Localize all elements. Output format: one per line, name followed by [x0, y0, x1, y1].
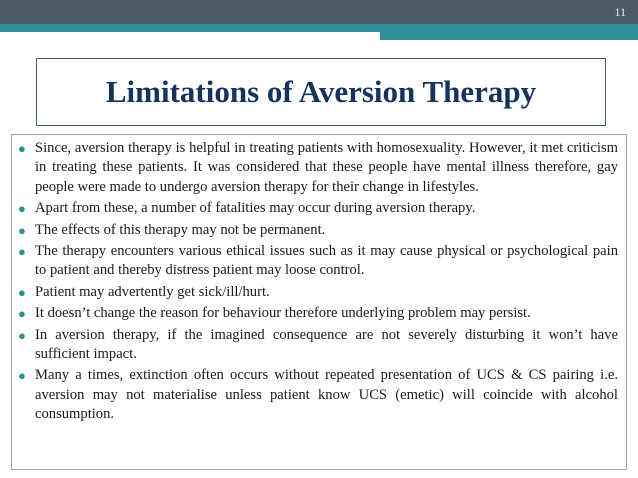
bullet-dot-icon: ● — [18, 284, 26, 300]
bullet-text: It doesn’t change the reason for behaviour therefore underlying problem may persist. — [35, 305, 531, 322]
top-accent-step — [380, 32, 638, 40]
slide-number: 11 — [614, 5, 626, 19]
bullet-item — [18, 366, 618, 424]
bullet-item — [18, 199, 618, 218]
bullet-item — [18, 283, 618, 302]
bullet-dot-icon: ● — [18, 222, 26, 238]
bullet-text: The effects of this therapy may not be permanent. — [35, 221, 326, 238]
bullet-text: The therapy encounters various ethical issues such as it may cause physical or psychological pain to patient and thereby distress patient may loose control. — [35, 243, 618, 279]
bullet-dot-icon: ● — [18, 141, 26, 156]
bullet-dot-icon: ● — [18, 306, 26, 322]
bullet-dot-icon: ● — [18, 368, 26, 384]
bullet-text: In aversion therapy, if the imagined consequence are not severely disturbing it won’t have sufficient impact. — [35, 326, 618, 363]
bullet-text: Many a times, extinction often occurs without repeated presentation of UCS & CS pairing i.e. aversion may not materialise unless patient know UCS (emetic) will coincide with alcohol consumption. — [35, 367, 618, 423]
top-banner — [0, 0, 638, 24]
content-box — [11, 134, 627, 470]
bullet-text: Patient may advertently get sick/ill/hurt. — [35, 283, 270, 300]
bullet-dot-icon: ● — [18, 201, 26, 217]
title-box — [36, 58, 606, 126]
bullet-dot-icon: ● — [18, 244, 26, 260]
bullet-item — [18, 304, 618, 323]
bullet-item — [18, 221, 618, 240]
bullet-list — [18, 139, 618, 425]
bullet-item — [18, 242, 618, 281]
bullet-item — [18, 326, 618, 365]
bullet-dot-icon: ● — [18, 327, 26, 343]
bullet-text: Apart from these, a number of fatalities may occur during aversion therapy. — [35, 200, 476, 217]
bullet-text: Since, aversion therapy is helpful in treating patients with homosexuality. However, it met criticism in treating these patients. It was considered that these people have mental illness therefore, gay people were made to undergo aversion therapy for their change in lifestyles. — [35, 140, 618, 195]
top-accent-bar — [0, 24, 638, 32]
bullet-item — [18, 139, 618, 197]
slide-title: Limitations of Aversion Therapy — [105, 74, 537, 109]
